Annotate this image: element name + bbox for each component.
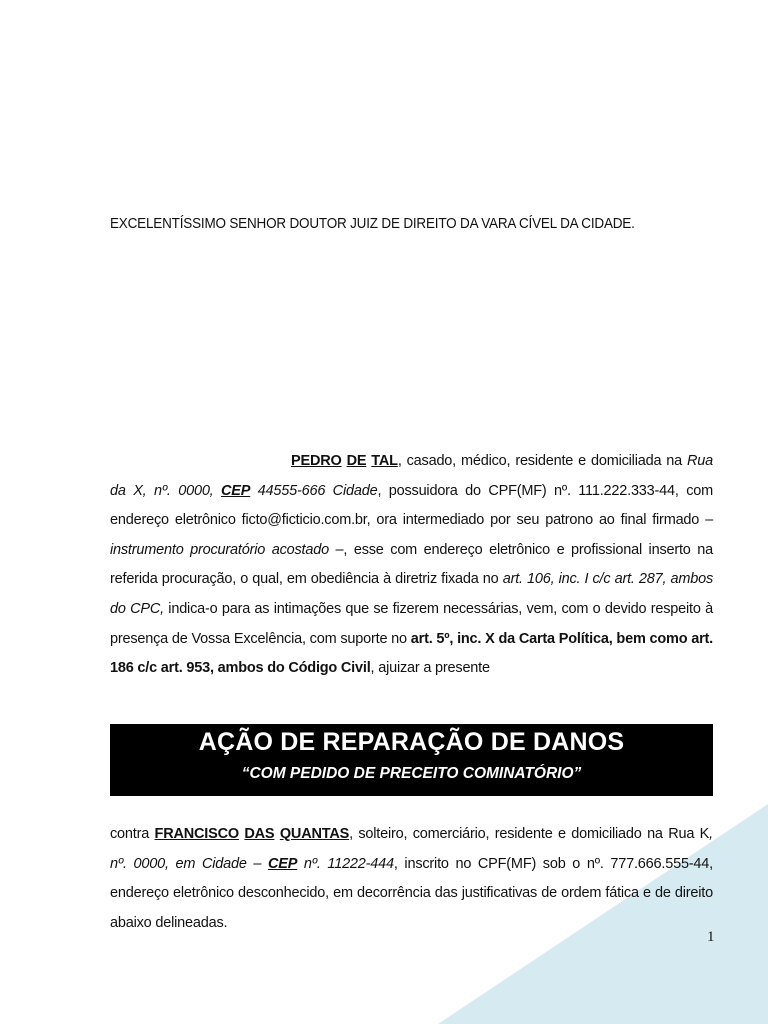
plaintiff-text-2: , possuidora do CPF(MF) nº. 111.222.333-44, com endereço eletrônico ficto@ficticio.com.br, ora intermediado por seu patrono ao final firmado – [110, 482, 713, 529]
action-title-box [110, 724, 713, 796]
addressee-line: EXCELENTÍSSIMO SENHOR DOUTOR JUIZ DE DIREITO DA VARA CÍVEL DA CIDADE. [110, 216, 635, 232]
plaintiff-paragraph [110, 447, 713, 684]
defendant-address: , nº. 0000, em Cidade – [110, 826, 713, 872]
defendant-text-3: , inscrito no CPF(MF) sob o nº. 777.666.555-44, endereço eletrônico desconhecido, em decorrência das justificativas de ordem fática e de direito abaixo delineadas. [110, 855, 713, 931]
plaintiff-name-middle: DE [346, 453, 367, 469]
defendant-cep-label: CEP [267, 855, 298, 872]
defendant-name-middle: DAS [244, 826, 275, 842]
action-subtitle: “COM PEDIDO DE PRECEITO COMINATÓRIO” [241, 765, 582, 782]
defendant-cep-value: nº. 11222-444 [297, 855, 394, 872]
defendant-name-last: QUANTAS [279, 826, 350, 842]
plaintiff-name-last: TAL [371, 453, 398, 469]
defendant-name-first: FRANCISCO [154, 826, 239, 842]
plaintiff-text-3: –, esse com endereço eletrônico e profissional inserto na referida procuração, o qual, em obediência à diretriz fixada no [110, 541, 713, 588]
page-number: 1 [707, 929, 715, 945]
cpc-law-ref: art. 106, inc. I c/c art. 287, ambos do CPC, [110, 571, 713, 617]
plaintiff-text-4: indica-o para as intimações que se fizerem necessárias, vem, com o devido respeito à presença de Vossa Excelência, com suporte no [110, 600, 713, 647]
plaintiff-text-1: , casado, médico, residente e domiciliada na [397, 453, 687, 469]
plaintiff-text-5: , ajuizar a presente [370, 660, 490, 677]
plaintiff-cep-label: CEP [220, 482, 251, 499]
defendant-text-2: , solteiro, comerciário, residente e domiciliado na Rua K [349, 826, 710, 842]
defendant-text-1: contra [110, 826, 155, 842]
action-title: AÇÃO DE REPARAÇÃO DE DANOS [198, 728, 625, 756]
power-of-attorney-ref: instrumento procuratório acostado [110, 541, 329, 558]
plaintiff-name-first: PEDRO [291, 453, 342, 469]
plaintiff-cep-value: 44555-666 Cidade [250, 482, 378, 499]
legal-basis: art. 5º, inc. X da Carta Política, bem como art. 186 c/c art. 953, ambos do Código Civil [110, 630, 714, 677]
defendant-paragraph [110, 820, 713, 938]
plaintiff-address: Rua da X, nº. 0000, [110, 453, 713, 499]
